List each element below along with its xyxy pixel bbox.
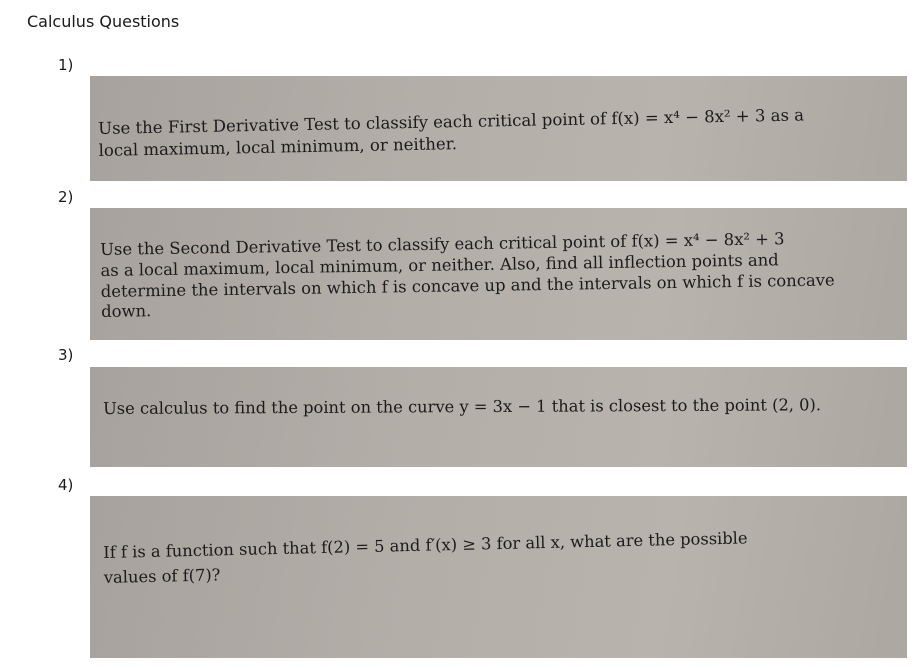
question-card-4 [90, 496, 907, 658]
question-card-1 [90, 76, 907, 181]
question-card-2 [90, 208, 907, 340]
question-card-3 [90, 367, 907, 467]
question-number-2: 2) [58, 188, 74, 206]
question-number-1: 1) [58, 56, 74, 74]
question-text-2: Use the Second Derivative Test to classify each critical point of f(x) = x⁴ − 8x² + 3 as a local maximum, local minimum, or neither. Also, find all inflection points and determine the intervals on which f is concave up and the intervals on which f is concave down. [100, 229, 835, 322]
question-text-3: Use calculus to find the point on the curve y = 3x − 1 that is closest to the point (2, 0). [103, 395, 822, 418]
question-text-1: Use the First Derivative Test to classify each critical point of f(x) = x⁴ − 8x² + 3 as a local maximum, local minimum, or neither. [98, 105, 805, 160]
page-title: Calculus Questions [27, 12, 180, 31]
question-number-4: 4) [58, 476, 74, 494]
question-number-3: 3) [58, 346, 74, 364]
question-text-4: If f is a function such that f(2) = 5 and f′(x) ≥ 3 for all x, what are the possible values of f(7)? [103, 528, 748, 588]
